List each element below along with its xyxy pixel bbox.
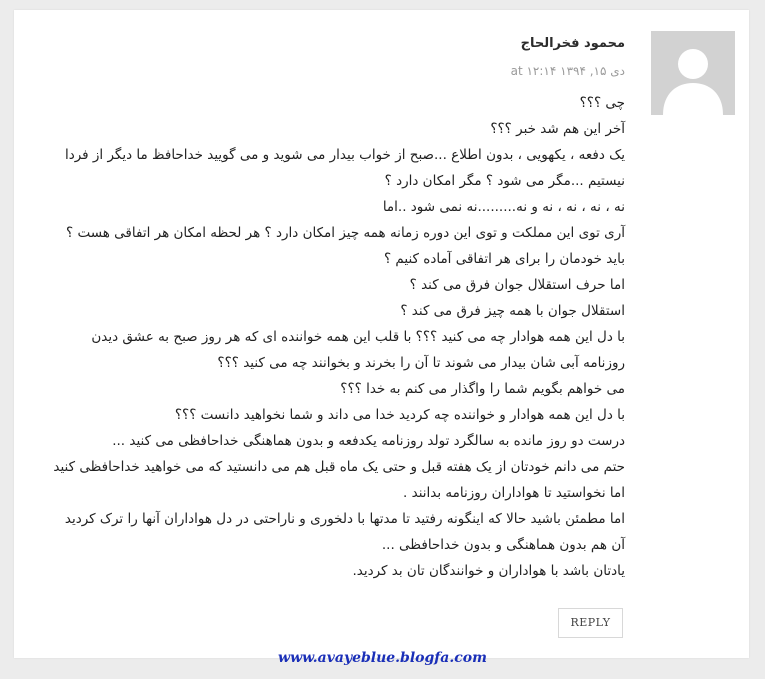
comment-line: با دل این همه هوادار و خواننده چه کردید خدا می داند و شما نخواهید دانست ؟؟؟ [174,407,625,423]
reply-button[interactable]: REPLY [558,608,623,638]
comment-author[interactable]: محمود فخرالحاج [520,36,625,51]
comment-card [14,10,749,658]
comment-line: استقلال جوان با همه چیز فرق می کند ؟ [400,303,625,319]
comment-line: چی ؟؟؟ [579,95,625,111]
comment-line: حتم می دانم خودتان از یک هفته قبل و حتی یک ماه قبل هم می دانستید که می خواهید خداحافظی کنید اما نخواستید تا هواداران روزنامه بدانند . [53,459,625,501]
comment-line: اما حرف استقلال جوان فرق می کند ؟ [409,277,625,293]
comment-line: نه ، نه ، نه ، نه و نه.........نه نمی شود ..اما [382,199,625,215]
comment-line: می خواهم بگویم شما را واگذار می کنم به خدا ؟؟؟ [340,381,625,397]
comment-line: با دل این همه هوادار چه می کنید ؟؟؟ با قلب این همه خواننده ای که هر روز صبح به عشق دیدن روزنامه آبی شان بیدار می شوند تا آن را بخرند و بخوانند چه می کنید ؟؟؟ [91,329,625,371]
default-user-avatar-icon [651,31,735,115]
comment-line: یک دفعه ، یکهویی ، بدون اطلاع ...صبح از خواب بیدار می شوید و می گویید خداحافظ ما دیگر از فردا نیستیم ...مگر می شود ؟ مگر امکان دارد ؟ [64,147,625,189]
comment-line: آری توی این مملکت و توی این دوره زمانه همه چیز امکان دارد ؟ هر لحظه امکان هر اتفاقی هست ؟ باید خودمان را برای هر اتفاقی آماده کنیم ؟ [66,225,625,267]
comment-date[interactable]: دی ۱۵, ۱۳۹۴ at ۱۲:۱۴ [510,64,625,78]
comment-line: یادتان باشد با هواداران و خوانندگان تان بد کردید. [352,563,625,579]
comment-line: آخر این هم شد خبر ؟؟؟ [490,121,625,137]
comment-line: اما مطمئن باشید حالا که اینگونه رفتید تا مدتها با دلخوری و ناراحتی در دل هواداران آنها را ترک کردید آن هم بدون هماهنگی و بدون خداحافظی ... [64,511,625,553]
site-watermark: www.avayeblue.blogfa.com [278,650,487,666]
comment-line: درست دو روز مانده به سالگرد تولد روزنامه یکدفعه و بدون هماهنگی خداحافظی می کنید ... [112,433,625,449]
comment-body [50,90,625,584]
